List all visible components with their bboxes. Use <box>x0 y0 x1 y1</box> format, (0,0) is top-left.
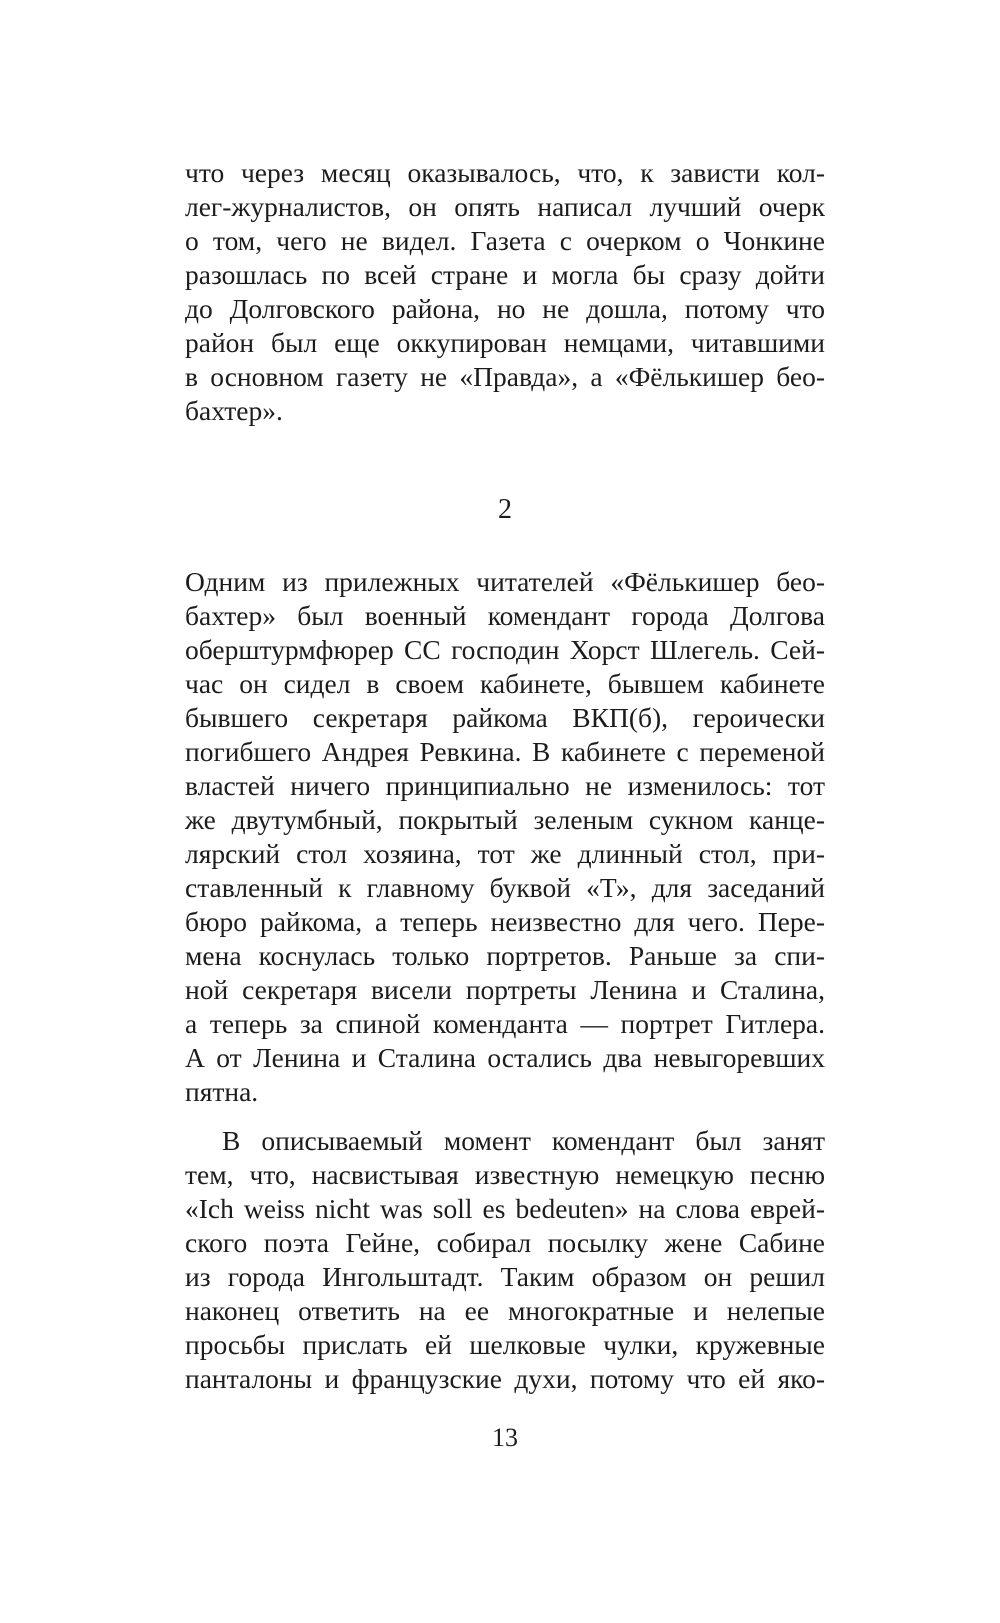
text-line: пятна. <box>185 1076 259 1107</box>
text-line: бахтер». <box>185 395 283 426</box>
text-line: бывшего секретаря райкома ВКП(б), героически <box>185 702 825 733</box>
text-line: ставленный к главному буквой «Т», для заседаний <box>185 872 825 903</box>
text-line: что через месяц оказывалось, что, к зависти кол- <box>185 157 825 188</box>
text-line: «Ich weiss nicht was soll es bedeuten» на слова еврей- <box>185 1193 825 1224</box>
page-number: 13 <box>492 1423 518 1452</box>
text-line: в основном газету не «Правда», а «Фёлькишер бео- <box>185 361 825 392</box>
text-line: А от Ленина и Сталина остались два невыгоревших <box>185 1042 825 1073</box>
text-line: ского поэта Гейне, собирал посылку жене Сабине <box>185 1227 825 1258</box>
paragraph-continued <box>185 156 825 428</box>
text-line: властей ничего принципиально не изменилось: тот <box>185 770 825 801</box>
text-line: лег-журналистов, он опять написал лучший очерк <box>185 191 825 222</box>
text-line: же двутумбный, покрытый зеленым сукном канце- <box>185 804 825 835</box>
text-line: тем, что, насвистывая известную немецкую песню <box>185 1159 825 1190</box>
text-line: а теперь за спиной коменданта — портрет Гитлера. <box>185 1008 825 1039</box>
text-line: разошлась по всей стране и могла бы сразу дойти <box>185 259 825 290</box>
text-line: район был еще оккупирован немцами, читавшими <box>185 327 825 358</box>
text-line: панталоны и французские духи, потому что ей яко- <box>185 1363 825 1394</box>
text-line: оберштурмфюрер СС господин Хорст Шлегель. Сей- <box>185 634 825 665</box>
text-line: бахтер» был военный комендант города Долгова <box>185 600 825 631</box>
text-line: лярский стол хозяина, тот же длинный стол, при- <box>185 838 825 869</box>
text-line: бюро райкома, а теперь неизвестно для чего. Пере- <box>185 906 825 937</box>
text-line: Одним из прилежных читателей «Фёлькишер бео- <box>185 566 825 597</box>
paragraph <box>185 565 825 1109</box>
text-line: час он сидел в своем кабинете, бывшем кабинете <box>185 668 825 699</box>
text-line: мена коснулась только портретов. Раньше за спи- <box>185 940 825 971</box>
text-line: погибшего Андрея Ревкина. В кабинете с переменой <box>185 736 825 767</box>
text-line: из города Ингольштадт. Таким образом он решил <box>185 1261 825 1292</box>
text-line: просьбы прислать ей шелковые чулки, кружевные <box>185 1329 825 1360</box>
text-line: до Долговского района, но не дошла, потому что <box>185 293 825 324</box>
text-line: наконец ответить на ее многократные и нелепые <box>185 1295 825 1326</box>
text-line: ной секретаря висели портреты Ленина и Сталина, <box>185 974 825 1005</box>
paragraph <box>185 1124 825 1396</box>
text-line: В описываемый момент комендант был занят <box>222 1125 825 1156</box>
chapter-number: 2 <box>498 494 512 525</box>
text-line: о том, чего не видел. Газета с очерком о Чонкине <box>185 225 825 256</box>
